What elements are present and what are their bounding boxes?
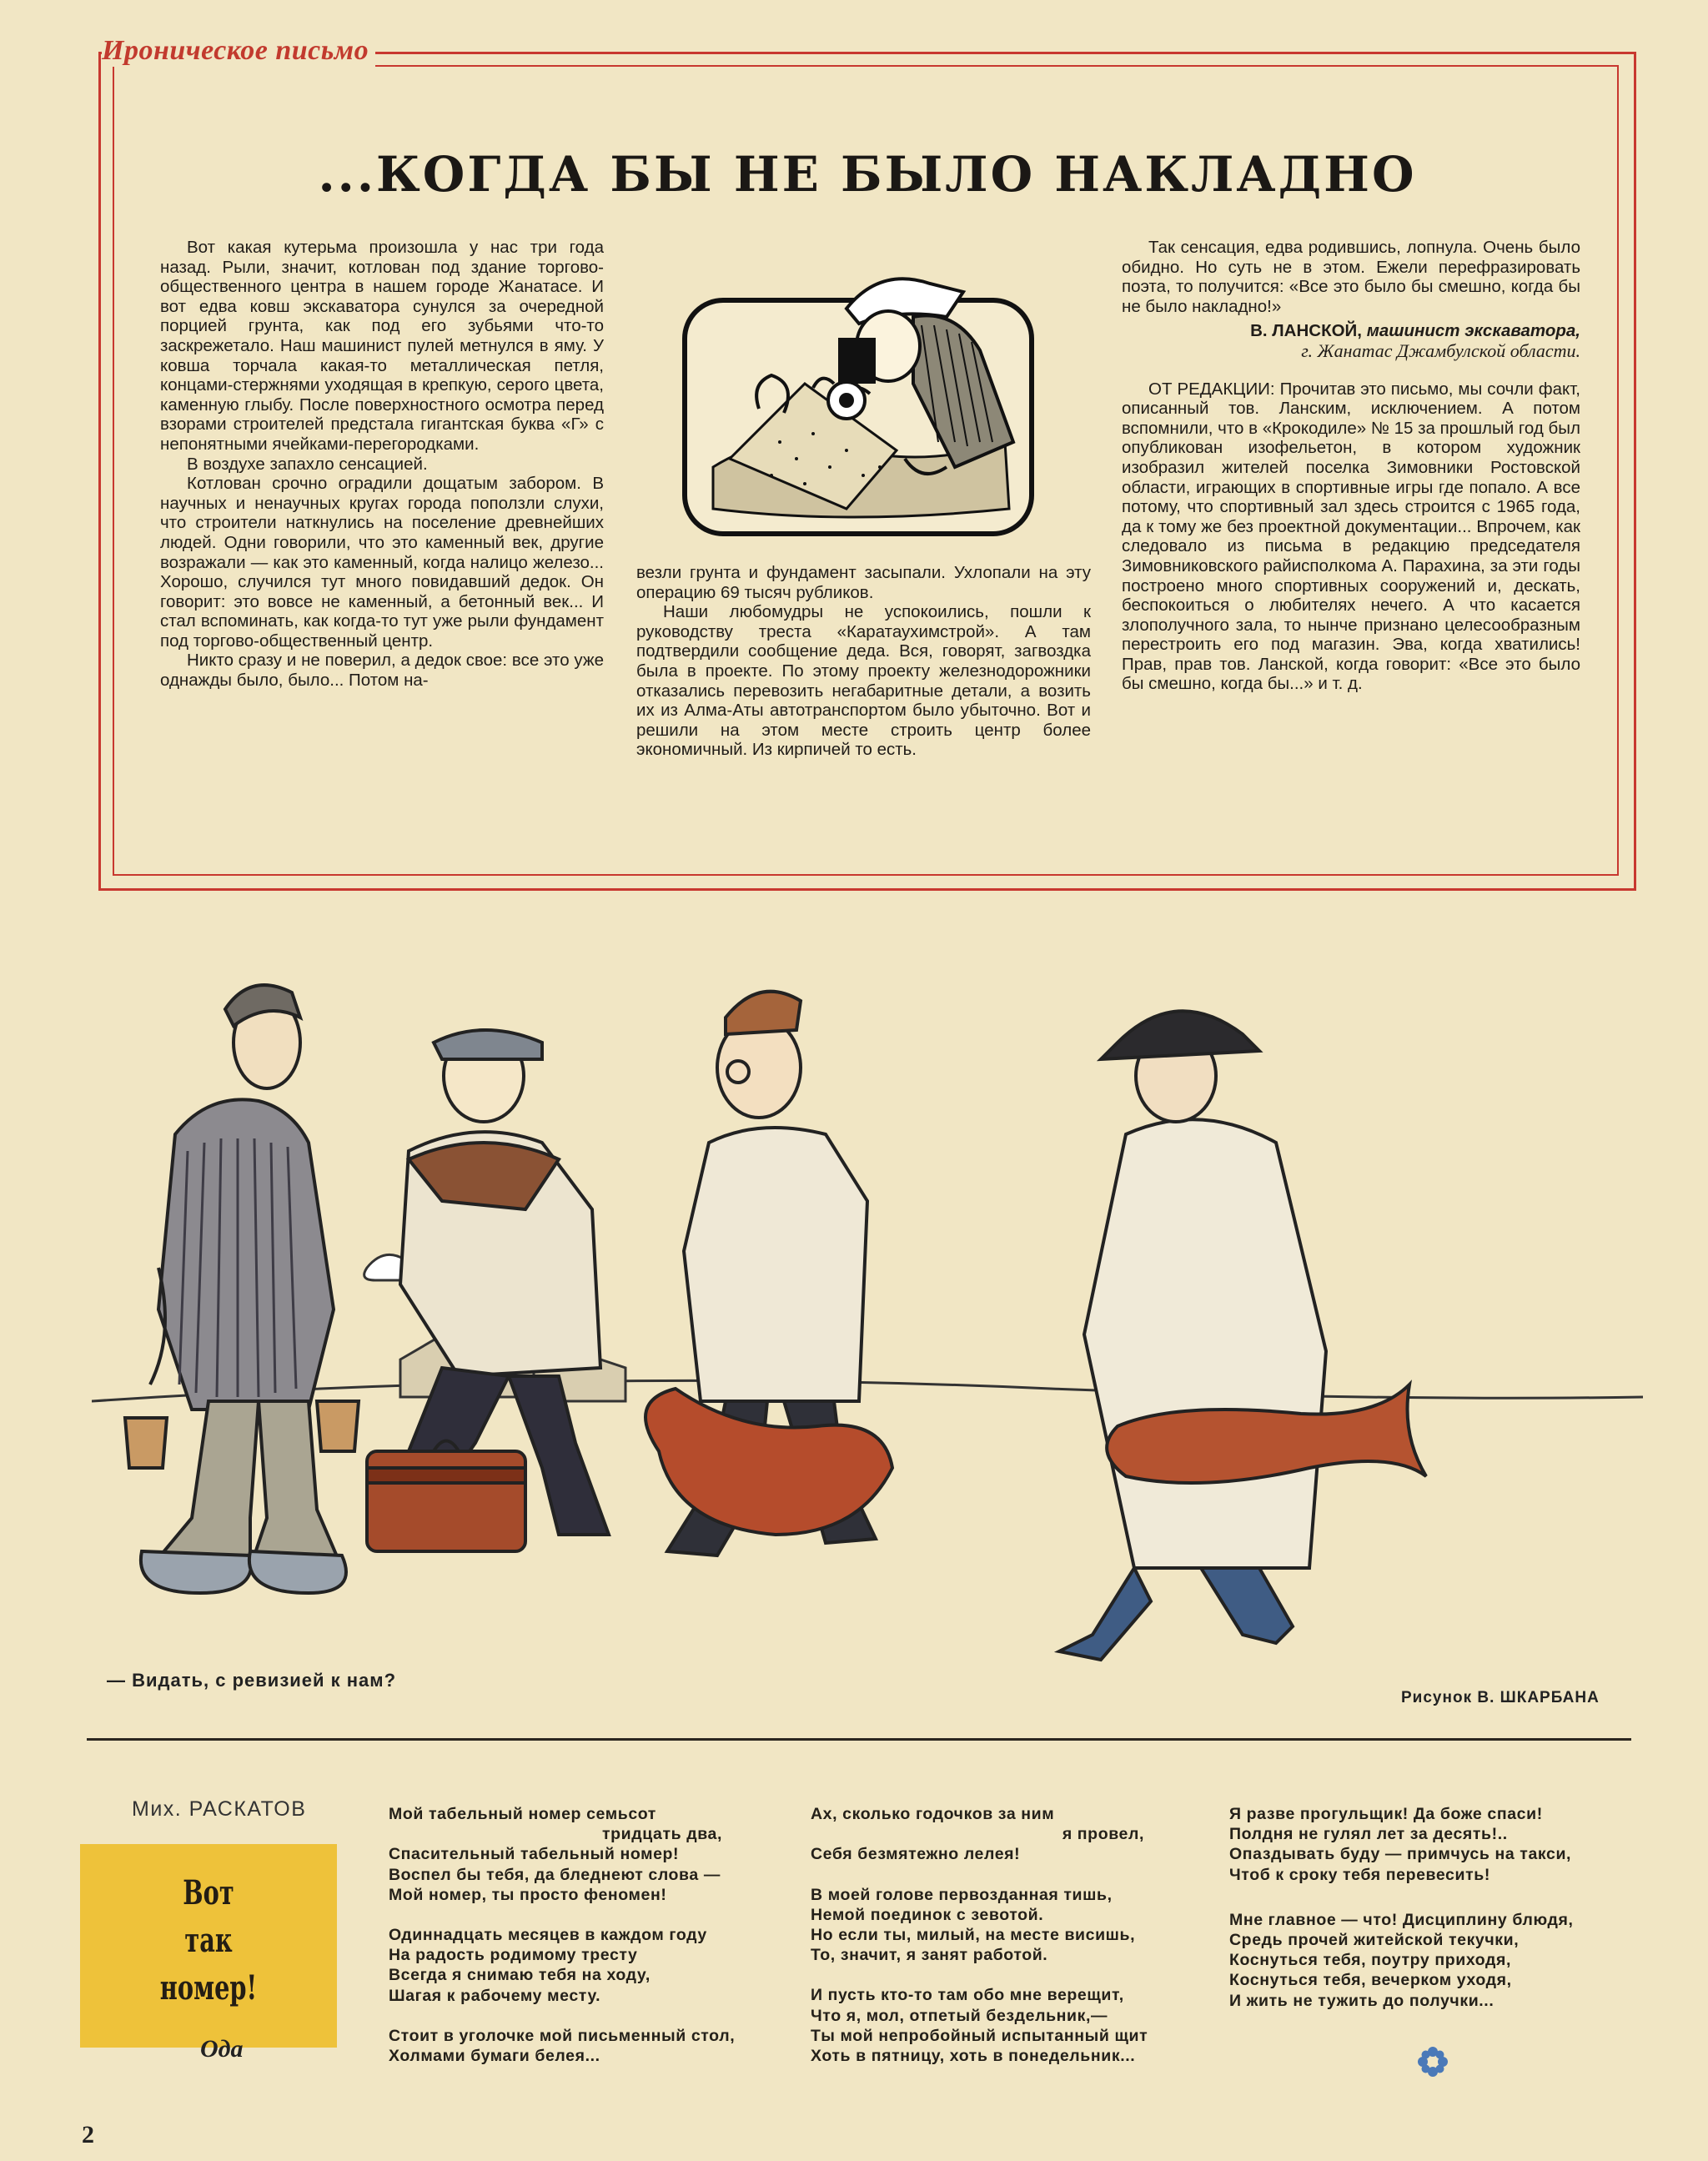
excavator-driver-illustration	[680, 259, 1037, 538]
poem-author: Мих. РАСКАТОВ	[132, 1797, 307, 1821]
editorial-note: ОТ РЕДАКЦИИ: Прочитав это письмо, мы сочли факт, описанный тов. Ланским, исключением. А потом вспомнили, что в «Крокодиле» № 15 за прошлый год был опубликован изофельетон, в котором художник изобразил жителей поселка Зимовники Ростовской области, играющих в спортивные игры где попало. А все потому, что спортивный зал здесь строится с 1965 года, да к тому же без проектной документации... Впрочем, как следовало из письма в редакцию председателя Зимовниковского райисполкома А. Парахина, за эти годы построено много спортивных сооружений и, дескать, беспокоиться о любителях нечего. А что касается злополучного зала, то нынче признано целесообразным перестроить его под магазин. Эва, когда хватились! Прав, прав тов. Ланской, когда говорит: «Все это было бы смешно, когда бы...» и т. д.	[1122, 379, 1580, 694]
paragraph: везли грунта и фундамент засыпали. Ухлопали на эту операцию 69 тысяч рубликов.	[636, 563, 1091, 602]
stanza: Одиннадцать месяцев в каждом году На радость родимому тресту Всегда я снимаю тебя на ходу, Шагая к рабочему месту.	[389, 1926, 707, 2005]
poem-column-2	[811, 1804, 1178, 2086]
poem-column-3	[1229, 1804, 1646, 2031]
paragraph: В воздухе запахло сенсацией.	[187, 454, 428, 474]
main-cartoon-illustration	[92, 934, 1643, 1676]
headline: ...КОГДА БЫ НЕ БЫЛО НАКЛАДНО	[318, 146, 1417, 203]
stanza: Я разве прогульщик! Да боже спаси! Полдня не гулял лет за десять!.. Опаздывать буду — примчусь на такси, Чтоб к сроку тебя перевесить!	[1229, 1805, 1572, 1884]
page-number: 2	[82, 2121, 94, 2148]
signature-place: г. Жанатас Джамбулской области.	[1301, 339, 1580, 361]
signature	[1122, 321, 1580, 341]
stanza: Стоит в уголочке мой письменный стол, Холмами бумаги белея...	[389, 2026, 736, 2066]
paragraph: Котлован срочно оградили дощатым забором. В научных и ненаучных кругах города поползли слухи, что строители наткнулись на поселение древнейших людей. Одни говорили, что это каменный век, другие возражали — как это каменный, когда налицо железо... Хорошо, случился тут много повидавший дедок. Он говорит: это вовсе не каменный, а бетонный век... И стал вспоминать, как когда-то тут уже рыли фундамент под торгово-общественный центр.	[160, 474, 604, 651]
cartoon-caption: — Видать, с ревизией к нам?	[107, 1670, 397, 1691]
poem-column-1	[389, 1804, 772, 2086]
paragraph: Вот какая кутерьма произошла у нас три года назад. Рыли, значит, котлован под здание торгово-общественного центра в нашем городе Жанатасе. И вот едва ковш экскаватора сунулся за очередной порцией грунта, как под его зубьями что-то заскрежетало. Наш машинист пулей метнулся в яму. У ковша торчала какая-то металлическая петля, концами-стержнями уходящая в крепкую, серого цвета, каменную глыбу. После поверхностного осмотра перед взорами строителей предстала гигантская буква «Г» с непонятными ячейками-перегородками.	[160, 238, 604, 454]
section-divider	[87, 1738, 1631, 1741]
poem-title: Вот так номер!	[159, 1873, 258, 2008]
paragraph: Так сенсация, едва родившись, лопнула. Очень было обидно. Но суть не в этом. Ежели перефразировать поэта, то получится: «Все это было бы смешно, когда бы не было накладно!»	[1122, 238, 1580, 316]
stanza: И пусть кто-то там обо мне верещит, Что я, мол, отпетый бездельник,— Ты мой непробойный испытанный щит Хоть в пятницу, хоть в понедельник...	[811, 1986, 1148, 2066]
signature-job: машинист экскаватора,	[1366, 321, 1580, 341]
paragraph: Никто сразу и не поверил, а дедок свое: все это уже однажды было, было... Потом на-	[160, 651, 604, 691]
poem-title-box	[80, 1844, 337, 2048]
stanza: Мой табельный номер семьсот тридцать два, Спасительный табельный номер! Воспел бы тебя, да бледнеют слова — Мой номер, ты просто феномен!	[389, 1805, 722, 1904]
cartoon-credit: Рисунок В. ШКАРБАНА	[1401, 1689, 1600, 1706]
poem-subtitle: Ода	[200, 2035, 244, 2063]
letter-column-left	[160, 238, 604, 691]
letter-column-right	[1122, 238, 1580, 694]
signature-name: В. ЛАНСКОЙ,	[1250, 321, 1362, 341]
flower-ornament-icon	[1414, 2043, 1451, 2080]
rubric-label: Ироническое письмо	[102, 35, 375, 67]
paragraph: Наши любомудры не успокоились, пошли к руководству треста «Каратаухимстрой». А там подтвердили сообщение деда. Вся, говорят, загвоздка была в проекте. По этому проекту железнодорожники отказались перевозить негабаритные детали, а возить их из Алма-Аты автотранспортом было убыточно. Вот и решили на этом месте строить центр более экономичный. Из кирпичей то есть.	[636, 602, 1091, 760]
stanza: Ах, сколько годочков за ним я провел, Себя безмятежно лелея!	[811, 1805, 1144, 1864]
stanza: В моей голове первозданная тишь, Немой поединок с зевотой. Но если ты, милый, на месте висишь, То, значит, я занят работой.	[811, 1885, 1136, 1965]
letter-column-middle	[636, 563, 1091, 760]
stanza: Мне главное — что! Дисциплину блюдя, Средь прочей житейской текучки, Коснуться тебя, поутру приходя, Коснуться тебя, вечерком уходя, И жить не тужить до получки...	[1229, 1910, 1574, 2010]
